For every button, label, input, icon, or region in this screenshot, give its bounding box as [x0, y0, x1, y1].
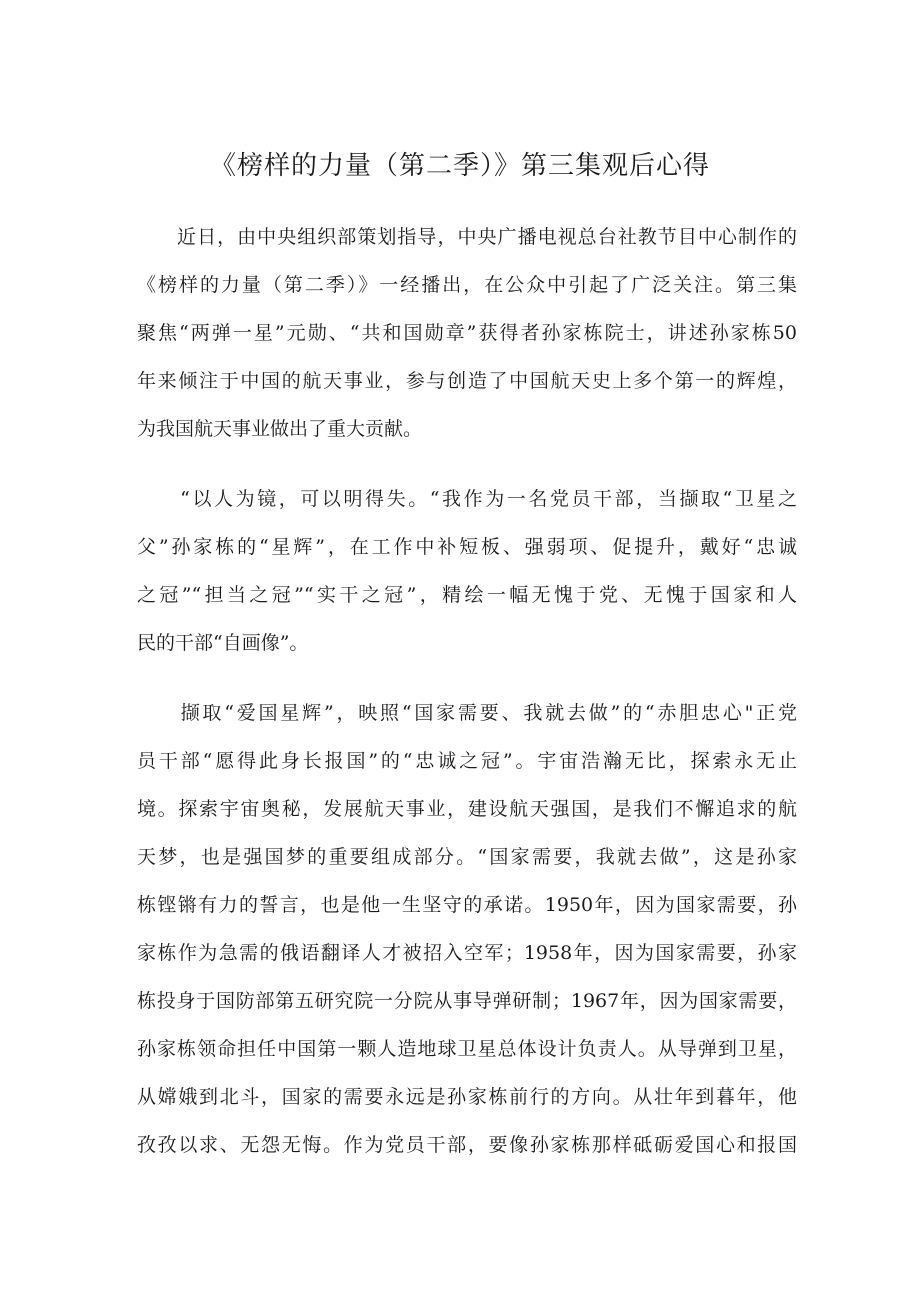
paragraph-line: 栋投身于国防部第五研究院一分院从事导弹研制；1967年，因为国家需要，	[137, 990, 797, 1012]
paragraph-line: 栋铿锵有力的誓言，也是他一生坚守的承诺。1950年，因为国家需要，孙	[137, 894, 797, 916]
paragraph-2	[137, 475, 797, 667]
paragraph-line: 为我国航天事业做出了重大贡献。	[137, 418, 423, 440]
paragraph-line: 孜孜以求、无怨无悔。作为党员干部，要像孙家栋那样砥砺爱国心和报国	[137, 1134, 797, 1156]
paragraph-line: 父”孙家栋的“星辉”，在工作中补短板、强弱项、促提升，戴好“忠诚	[137, 536, 797, 558]
paragraph-line: 员干部“愿得此身长报国”的“忠诚之冠”。宇宙浩瀚无比，探索永无止	[137, 750, 797, 772]
paragraph-line: 民的干部“自画像”。	[137, 632, 309, 654]
paragraph-3	[137, 689, 797, 1169]
paragraph-line: 聚焦“两弹一星”元勋、“共和国勋章”获得者孙家栋院士，讲述孙家栋50	[137, 322, 797, 344]
paragraph-line: 天梦，也是强国梦的重要组成部分。“国家需要，我就去做”，这是孙家	[137, 846, 797, 868]
paragraph-line: 之冠”“担当之冠”“实干之冠”，精绘一幅无愧于党、无愧于国家和人	[137, 584, 797, 606]
paragraph-line: 近日，由中央组织部策划指导，中央广播电视总台社教节目中心制作的	[137, 226, 797, 248]
document-title: 《榜样的力量（第二季）》第三集观后心得	[209, 151, 710, 181]
paragraph-line: 《榜样的力量（第二季）》一经播出，在公众中引起了广泛关注。第三集	[137, 274, 797, 296]
paragraph-line: 从嫦娥到北斗，国家的需要永远是孙家栋前行的方向。从壮年到暮年，他	[137, 1086, 797, 1108]
paragraph-line: “以人为镜，可以明得失。“我作为一名党员干部，当撷取“卫星之	[137, 488, 797, 510]
paragraph-line: 境。探索宇宙奥秘，发展航天事业，建设航天强国，是我们不懈追求的航	[137, 798, 797, 820]
paragraph-1	[137, 213, 797, 453]
paragraph-line: 年来倾注于中国的航天事业，参与创造了中国航天史上多个第一的辉煌，	[137, 370, 797, 392]
paragraph-line: 孙家栋领命担任中国第一颗人造地球卫星总体设计负责人。从导弹到卫星，	[137, 1038, 797, 1060]
paragraph-line: 撷取“爱国星辉”，映照“国家需要、我就去做”的“赤胆忠心"正党	[137, 702, 797, 724]
paragraph-line: 家栋作为急需的俄语翻译人才被招入空军；1958年，因为国家需要，孙家	[137, 942, 797, 964]
